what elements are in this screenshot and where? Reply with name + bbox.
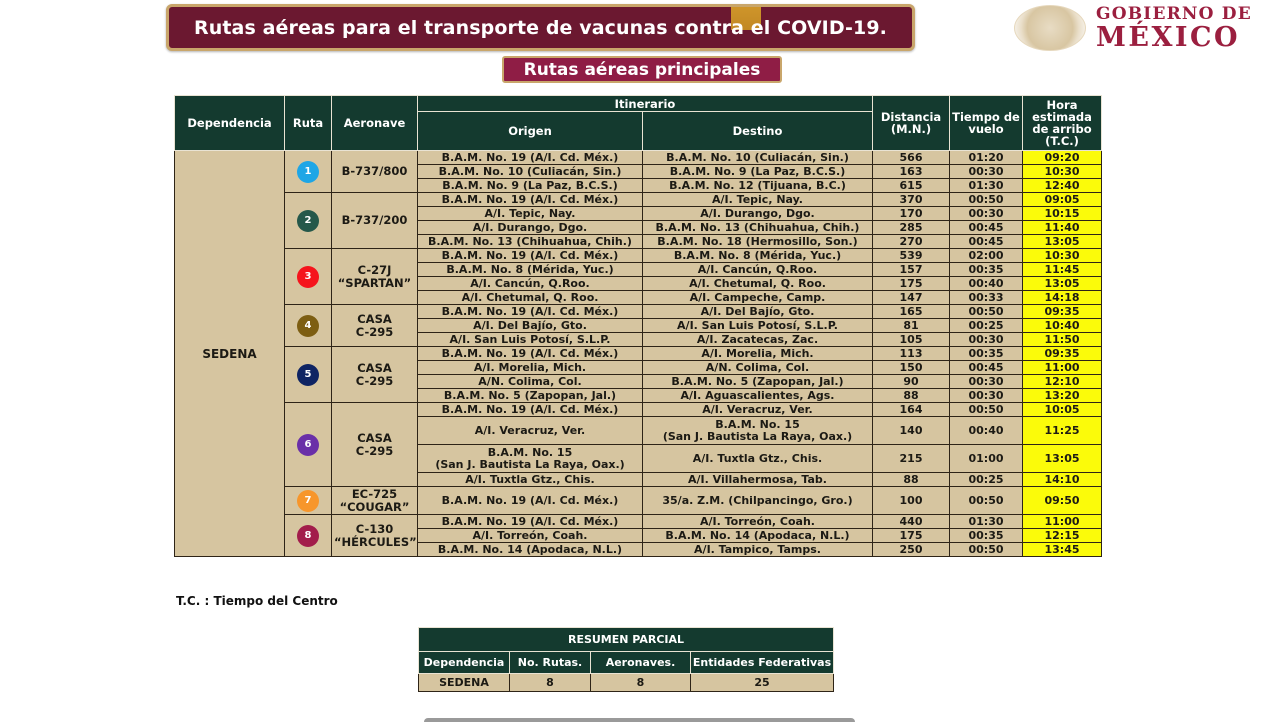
destination-cell: B.A.M. No. 14 (Apodaca, N.L.) [643,529,873,543]
arrival-time-cell: 11:40 [1023,221,1102,235]
flight-time-cell: 00:50 [950,193,1023,207]
destination-cell: A/I. San Luis Potosí, S.L.P. [643,319,873,333]
flight-time-cell: 00:30 [950,165,1023,179]
arrival-time-cell: 12:15 [1023,529,1102,543]
destination-cell: A/I. Campeche, Camp. [643,291,873,305]
origin-cell: A/I. Tuxtla Gtz., Chis. [418,473,643,487]
distance-cell: 81 [873,319,950,333]
aircraft-cell: CASA C-295 [332,403,418,487]
arrival-time-cell: 10:30 [1023,249,1102,263]
arrival-time-cell: 11:45 [1023,263,1102,277]
distance-cell: 163 [873,165,950,179]
distance-cell: 165 [873,305,950,319]
arrival-time-cell: 11:50 [1023,333,1102,347]
origin-cell: B.A.M. No. 19 (A/I. Cd. Méx.) [418,305,643,319]
distance-cell: 147 [873,291,950,305]
arrival-time-cell: 13:20 [1023,389,1102,403]
flight-time-cell: 01:00 [950,445,1023,473]
title-banner [166,4,915,51]
distance-cell: 270 [873,235,950,249]
route-badge-icon: 3 [297,266,319,288]
destination-cell: 35/a. Z.M. (Chilpancingo, Gro.) [643,487,873,515]
route-number-cell [285,249,332,305]
destination-cell: A/I. Tuxtla Gtz., Chis. [643,445,873,473]
origin-cell: B.A.M. No. 5 (Zapopan, Jal.) [418,389,643,403]
flight-time-cell: 00:50 [950,487,1023,515]
flight-time-cell: 01:20 [950,151,1023,165]
flight-time-cell: 00:50 [950,543,1023,557]
summary-rutas: 8 [510,674,591,692]
summary-header-entidades: Entidades Federativas [691,652,834,674]
destination-cell: A/I. Tampico, Tamps. [643,543,873,557]
destination-cell: A/I. Morelia, Mich. [643,347,873,361]
arrival-time-cell: 13:05 [1023,445,1102,473]
arrival-time-cell: 13:05 [1023,235,1102,249]
summary-entidades: 25 [691,674,834,692]
route-number-cell [285,515,332,557]
distance-cell: 440 [873,515,950,529]
arrival-time-cell: 11:00 [1023,361,1102,375]
flight-time-cell: 00:30 [950,333,1023,347]
destination-cell: B.A.M. No. 10 (Culiacán, Sin.) [643,151,873,165]
origin-cell: B.A.M. No. 15 (San J. Bautista La Raya, Oax.) [418,445,643,473]
aircraft-cell: B-737/800 [332,151,418,193]
flight-time-cell: 00:40 [950,277,1023,291]
destination-cell: A/I. Zacatecas, Zac. [643,333,873,347]
origin-cell: A/N. Colima, Col. [418,375,643,389]
origin-cell: B.A.M. No. 19 (A/I. Cd. Méx.) [418,487,643,515]
arrival-time-cell: 09:35 [1023,305,1102,319]
header-itinerario: Itinerario [418,96,873,112]
footnote: T.C. : Tiempo del Centro [176,594,338,608]
flight-time-cell: 00:50 [950,403,1023,417]
arrival-time-cell: 11:00 [1023,515,1102,529]
summary-aeronaves: 8 [591,674,691,692]
table-row [175,487,1102,515]
aircraft-cell: CASA C-295 [332,347,418,403]
origin-cell: A/I. Veracruz, Ver. [418,417,643,445]
subtitle-banner [502,56,782,83]
summary-title: RESUMEN PARCIAL [419,628,834,652]
origin-cell: B.A.M. No. 19 (A/I. Cd. Méx.) [418,151,643,165]
table-row [175,193,1102,207]
arrival-time-cell: 10:40 [1023,319,1102,333]
arrival-time-cell: 12:10 [1023,375,1102,389]
arrival-time-cell: 13:45 [1023,543,1102,557]
summary-table [418,627,834,692]
distance-cell: 113 [873,347,950,361]
route-badge-icon: 6 [297,434,319,456]
route-badge-icon: 7 [297,490,319,512]
route-number-cell [285,193,332,249]
bottom-scroll-bar[interactable] [424,718,855,722]
origin-cell: B.A.M. No. 19 (A/I. Cd. Méx.) [418,249,643,263]
destination-cell: A/N. Colima, Col. [643,361,873,375]
aircraft-cell: B-737/200 [332,193,418,249]
flight-time-cell: 00:30 [950,207,1023,221]
route-badge-icon: 2 [297,210,319,232]
header-hora: Hora estimada de arribo (T.C.) [1023,96,1102,151]
route-number-cell [285,151,332,193]
header-aeronave: Aeronave [332,96,418,151]
arrival-time-cell: 13:05 [1023,277,1102,291]
destination-cell: A/I. Del Bajío, Gto. [643,305,873,319]
logo-line-1: GOBIERNO DE [1096,3,1252,24]
summary-table-container [418,627,833,692]
header-origen: Origen [418,112,643,151]
origin-cell: B.A.M. No. 19 (A/I. Cd. Méx.) [418,403,643,417]
arrival-time-cell: 09:20 [1023,151,1102,165]
header-distancia: Distancia (M.N.) [873,96,950,151]
summary-header-rutas: No. Rutas. [510,652,591,674]
arrival-time-cell: 11:25 [1023,417,1102,445]
route-badge-icon: 5 [297,364,319,386]
page-title: Rutas aéreas para el transporte de vacunas contra el COVID-19. [194,16,887,39]
distance-cell: 215 [873,445,950,473]
flight-time-cell: 00:45 [950,235,1023,249]
table-row [175,515,1102,529]
flight-time-cell: 00:45 [950,221,1023,235]
flight-time-cell: 00:35 [950,529,1023,543]
distance-cell: 175 [873,529,950,543]
destination-cell: A/I. Durango, Dgo. [643,207,873,221]
destination-cell: A/I. Aguascalientes, Ags. [643,389,873,403]
routes-table-container [174,95,1101,557]
destination-cell: A/I. Veracruz, Ver. [643,403,873,417]
origin-cell: A/I. Cancún, Q.Roo. [418,277,643,291]
destination-cell: B.A.M. No. 8 (Mérida, Yuc.) [643,249,873,263]
destination-cell: B.A.M. No. 9 (La Paz, B.C.S.) [643,165,873,179]
summary-header-aeronaves: Aeronaves. [591,652,691,674]
flight-time-cell: 00:35 [950,347,1023,361]
flight-time-cell: 00:25 [950,319,1023,333]
flight-time-cell: 02:00 [950,249,1023,263]
header-tiempo: Tiempo de vuelo [950,96,1023,151]
summary-dependencia: SEDENA [419,674,510,692]
distance-cell: 566 [873,151,950,165]
flight-time-cell: 00:35 [950,263,1023,277]
flight-time-cell: 01:30 [950,179,1023,193]
route-badge-icon: 4 [297,315,319,337]
distance-cell: 150 [873,361,950,375]
coat-of-arms-seal-icon [1014,5,1086,51]
distance-cell: 175 [873,277,950,291]
arrival-time-cell: 09:50 [1023,487,1102,515]
table-row [175,347,1102,361]
flight-time-cell: 00:40 [950,417,1023,445]
header-dependencia: Dependencia [175,96,285,151]
route-number-cell [285,487,332,515]
origin-cell: B.A.M. No. 10 (Culiacán, Sin.) [418,165,643,179]
origin-cell: A/I. Torreón, Coah. [418,529,643,543]
distance-cell: 285 [873,221,950,235]
route-number-cell [285,403,332,487]
distance-cell: 539 [873,249,950,263]
origin-cell: B.A.M. No. 14 (Apodaca, N.L.) [418,543,643,557]
destination-cell: A/I. Villahermosa, Tab. [643,473,873,487]
arrival-time-cell: 14:18 [1023,291,1102,305]
aircraft-cell: CASA C-295 [332,305,418,347]
distance-cell: 250 [873,543,950,557]
flight-time-cell: 00:30 [950,389,1023,403]
origin-cell: A/I. Tepic, Nay. [418,207,643,221]
aircraft-cell: EC-725 “COUGAR” [332,487,418,515]
destination-cell: B.A.M. No. 5 (Zapopan, Jal.) [643,375,873,389]
gobierno-de-mexico-logo [1014,4,1276,52]
origin-cell: B.A.M. No. 19 (A/I. Cd. Méx.) [418,193,643,207]
flight-time-cell: 00:33 [950,291,1023,305]
arrival-time-cell: 10:15 [1023,207,1102,221]
header-destino: Destino [643,112,873,151]
table-row [175,249,1102,263]
flight-time-cell: 01:30 [950,515,1023,529]
destination-cell: B.A.M. No. 15 (San J. Bautista La Raya, Oax.) [643,417,873,445]
flight-time-cell: 00:50 [950,305,1023,319]
distance-cell: 88 [873,473,950,487]
origin-cell: A/I. Chetumal, Q. Roo. [418,291,643,305]
dependencia-cell: SEDENA [175,151,285,557]
page-subtitle: Rutas aéreas principales [523,59,761,80]
distance-cell: 615 [873,179,950,193]
destination-cell: B.A.M. No. 18 (Hermosillo, Son.) [643,235,873,249]
distance-cell: 170 [873,207,950,221]
route-badge-icon: 1 [297,161,319,183]
table-row [175,305,1102,319]
destination-cell: B.A.M. No. 12 (Tijuana, B.C.) [643,179,873,193]
destination-cell: A/I. Torreón, Coah. [643,515,873,529]
route-badge-icon: 8 [297,525,319,547]
origin-cell: A/I. San Luis Potosí, S.L.P. [418,333,643,347]
destination-cell: A/I. Chetumal, Q. Roo. [643,277,873,291]
distance-cell: 105 [873,333,950,347]
route-number-cell [285,305,332,347]
flight-time-cell: 00:25 [950,473,1023,487]
arrival-time-cell: 12:40 [1023,179,1102,193]
table-row [175,151,1102,165]
origin-cell: B.A.M. No. 13 (Chihuahua, Chih.) [418,235,643,249]
origin-cell: B.A.M. No. 8 (Mérida, Yuc.) [418,263,643,277]
arrival-time-cell: 14:10 [1023,473,1102,487]
routes-body [175,151,1102,557]
origin-cell: B.A.M. No. 19 (A/I. Cd. Méx.) [418,347,643,361]
summary-header-dependencia: Dependencia [419,652,510,674]
aircraft-cell: C-27J “SPARTAN” [332,249,418,305]
route-number-cell [285,347,332,403]
distance-cell: 164 [873,403,950,417]
distance-cell: 370 [873,193,950,207]
destination-cell: A/I. Cancún, Q.Roo. [643,263,873,277]
aircraft-cell: C-130 “HÉRCULES” [332,515,418,557]
table-row [175,403,1102,417]
logo-line-2: MÉXICO [1096,21,1241,53]
origin-cell: B.A.M. No. 19 (A/I. Cd. Méx.) [418,515,643,529]
origin-cell: B.A.M. No. 9 (La Paz, B.C.S.) [418,179,643,193]
destination-cell: B.A.M. No. 13 (Chihuahua, Chih.) [643,221,873,235]
distance-cell: 90 [873,375,950,389]
distance-cell: 157 [873,263,950,277]
arrival-time-cell: 09:35 [1023,347,1102,361]
distance-cell: 88 [873,389,950,403]
distance-cell: 140 [873,417,950,445]
arrival-time-cell: 10:05 [1023,403,1102,417]
header-ruta: Ruta [285,96,332,151]
origin-cell: A/I. Durango, Dgo. [418,221,643,235]
destination-cell: A/I. Tepic, Nay. [643,193,873,207]
flight-time-cell: 00:30 [950,375,1023,389]
flight-time-cell: 00:45 [950,361,1023,375]
distance-cell: 100 [873,487,950,515]
arrival-time-cell: 09:05 [1023,193,1102,207]
arrival-time-cell: 10:30 [1023,165,1102,179]
routes-table [174,95,1102,557]
origin-cell: A/I. Del Bajío, Gto. [418,319,643,333]
origin-cell: A/I. Morelia, Mich. [418,361,643,375]
